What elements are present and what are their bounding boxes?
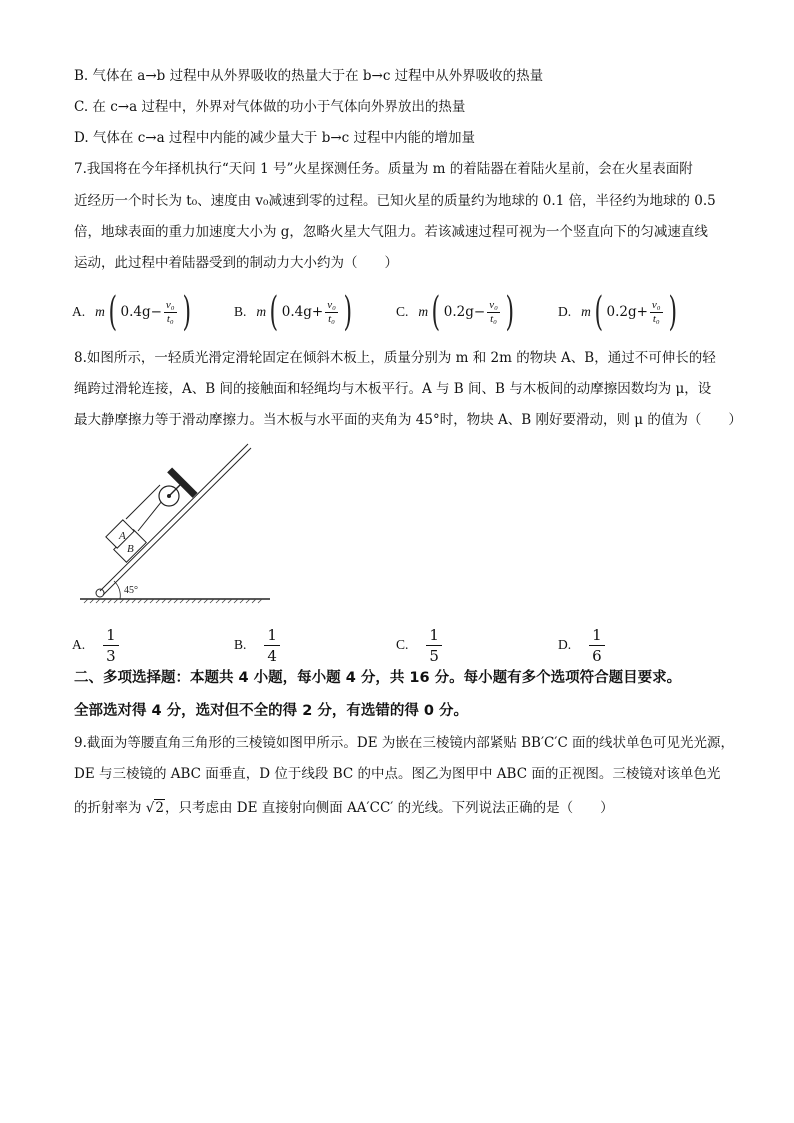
- q8-stem-line1: 8.如图所示，一轻质光滑定滑轮固定在倾斜木板上，质量分别为 m 和 2m 的物块 A、B，通过不可伸长的轻: [74, 350, 716, 366]
- q8-option-c[interactable]: C. $\frac{1}{5}$: [396, 620, 442, 670]
- q8-option-b[interactable]: B. $\frac{1}{4}$: [234, 620, 280, 670]
- q6-option-b: B. 气体在 a→b 过程中从外界吸收的热量大于在 b→c 过程中从外界吸收的热量: [74, 68, 544, 84]
- q7-option-a[interactable]: A. m ( 0.4g − $\frac{\text{v₀}}{\text{t₀}}$ ): [72, 289, 191, 335]
- q7-options: [72, 287, 732, 337]
- block-a-label: A: [119, 530, 126, 542]
- incline-figure: [80, 440, 280, 610]
- q9-stem-line2: DE 与三棱镜的 ABC 面垂直，D 位于线段 BC 的中点。图乙为图甲中 ABC 面的正视图。三棱镜对该单色光: [74, 766, 721, 782]
- q8-stem-line2: 绳跨过滑轮连接，A、B 间的接触面和轻绳均与木板平行。A 与 B 间、B 与木板间的动摩擦因数均为 μ，设: [74, 381, 712, 397]
- q9-stem-line1: 9.截面为等腰直角三角形的三棱镜如图甲所示。DE 为嵌在三棱镜内部紧贴 BB′C′C 面的线状单色可见光光源，: [74, 735, 735, 751]
- angle-label: 45°: [124, 585, 138, 596]
- q7-option-b[interactable]: B. m ( 0.4g + $\frac{\text{v₀}}{\text{t₀}}$ ): [234, 289, 353, 335]
- section2-heading-line1: 二、多项选择题：本题共 4 小题，每小题 4 分，共 16 分。每小题有多个选项符合题目要求。: [74, 670, 682, 686]
- q7-option-c[interactable]: C. m ( 0.2g − $\frac{\text{v₀}}{\text{t₀}}$ ): [396, 289, 515, 335]
- section2-heading-line2: 全部选对得 4 分，选对但不全的得 2 分，有选错的得 0 分。: [74, 703, 469, 719]
- q8-option-a[interactable]: A. $\frac{1}{3}$: [72, 620, 119, 670]
- sqrt-two: √2: [145, 800, 164, 816]
- q7-stem-line3: 倍，地球表面的重力加速度大小为 g，忽略火星大气阻力。若该减速过程可视为一个竖直向下的匀减速直线: [74, 224, 708, 240]
- q9-stem-line3: 的折射率为 √2，只考虑由 DE 直接射向侧面 AA′CC′ 的光线。下列说法正确的是（ ）: [74, 800, 614, 816]
- q7-stem-line4: 运动，此过程中着陆器受到的制动力大小约为（ ）: [74, 255, 398, 271]
- q8-option-d[interactable]: D. $\frac{1}{6}$: [558, 620, 605, 670]
- q7-stem-line1: 7.我国将在今年择机执行“天问 1 号”火星探测任务。质量为 m 的着陆器在着陆火星前，会在火星表面附: [74, 161, 693, 177]
- q7-option-d[interactable]: D. m ( 0.2g + $\frac{\text{v₀}}{\text{t₀}}$ ): [558, 289, 677, 335]
- block-b-label: B: [127, 543, 134, 555]
- q8-stem-line3: 最大静摩擦力等于滑动摩擦力。当木板与水平面的夹角为 45°时，物块 A、B 刚好要滑动，则 μ 的值为（ ）: [74, 412, 742, 428]
- q8-options: [72, 620, 732, 670]
- q7-stem-line2: 近经历一个时长为 t₀、速度由 v₀减速到零的过程。已知火星的质量约为地球的 0.1 倍，半径约为地球的 0.5: [74, 193, 716, 209]
- q6-option-d: D. 气体在 c→a 过程中内能的减少量大于 b→c 过程中内能的增加量: [74, 130, 476, 146]
- q6-option-c: C. 在 c→a 过程中，外界对气体做的功小于气体向外界放出的热量: [74, 99, 466, 115]
